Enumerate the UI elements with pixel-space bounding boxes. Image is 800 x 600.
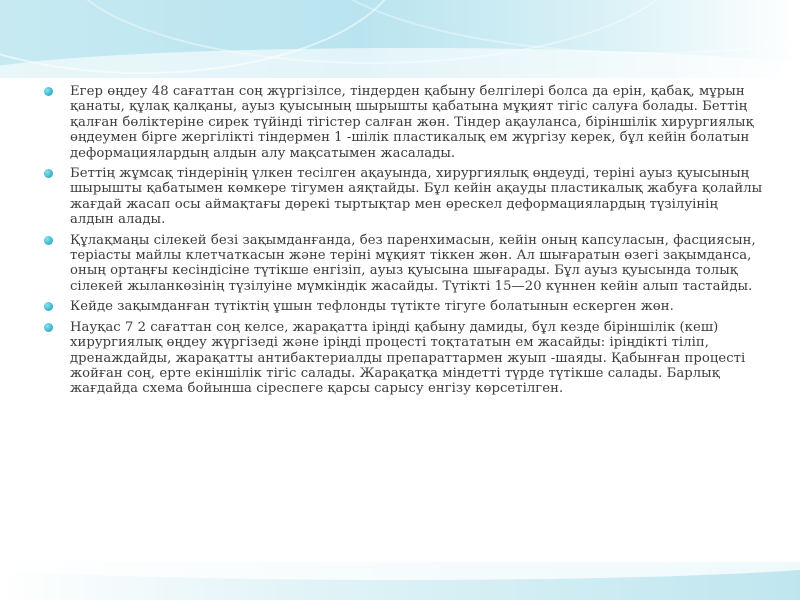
wave-decoration: [0, 562, 800, 580]
bullet-icon: [44, 87, 53, 96]
bullet-paragraph: [44, 320, 764, 397]
paragraph-text: Науқас 7 2 сағаттан соң келсе, жарақатта іріңді қабыну дамиды, бұл кезде біріншілік (кеш) хирургиялық өңдеу жүргізеді және іріңді процесті тоқтататын ем жасайды: іріңдікті тіліп, дренаждайды, жарақатты антибактериалды препараттармен жуып -шаяды. Қабынған процесті жойған соң, ерте екіншілік тігіс салады. Жарақатқа міндетті түрде түтікше салады. Барлық жағдайда схема бойынша сіреспеге қарсы сарысу енгізу көрсетілген.: [70, 319, 746, 397]
paragraph-text: Егер өңдеу 48 сағаттан соң жүргізілсе, тіндерден қабыну белгілері болса да ерін, қабақ, мұрын қанаты, құлақ қалқаны, ауыз қуысының шырышты қабатына мұқият тігіс салуға болады. Беттің қалған бөліктеріне сирек түйінді тігістер салған жөн. Тіндер ақауланса, біріншілік хирургиялық өңдеумен бірге жергілікті тіндермен 1 -шілік пластикалық ем жүргізу керек, бұл кейін болатын деформациялардың алдын алу мақсатымен жасалады.: [70, 84, 754, 161]
bullet-icon: [44, 169, 53, 178]
top-decorative-band: [0, 0, 800, 78]
bullet-paragraph: [44, 233, 764, 295]
bullet-icon: [44, 236, 53, 245]
bullet-paragraph: [44, 299, 764, 314]
bullet-icon: [44, 323, 53, 332]
bullet-paragraph: [44, 84, 764, 161]
bullet-icon: [44, 302, 53, 311]
paragraph-text: Кейде зақымданған түтіктің ұшын тефлонды түтікте тігуге болатынын ескерген жөн.: [70, 299, 674, 315]
bottom-decorative-band: [0, 562, 800, 600]
slide-body: [44, 84, 764, 402]
paragraph-text: Беттің жұмсақ тіндерінің үлкен тесілген ақауында, хирургиялық өңдеуді, теріні ауыз қуысының шырышты қабатымен көмкере тігумен аяқтайды. Бұл кейін ақауды пластикалық жабуға қолайлы жағдай жасап осы аймақтағы дөрекі тыртықтар мен өрескел деформациялардың түзілуінің алдын алады.: [70, 166, 763, 228]
paragraph-text: Құлақмаңы сілекей безі зақымданғанда, без паренхимасын, кейін оның капсуласын, фасциясын, теріасты майлы клетчаткасын және теріні мұқият тіккен жөн. Ал шығаратын өзегі зақымданса, оның ортаңғы кесіндісіне түтікше енгізіп, ауыз қуысына шығарады. Бұл ауыз қуысында толық сілекей жыланкөзінің түзілуіне мүмкіндік жасайды. Түтікті 15—20 күннен кейін алып тастайды.: [70, 232, 756, 294]
bullet-paragraph: [44, 166, 764, 228]
